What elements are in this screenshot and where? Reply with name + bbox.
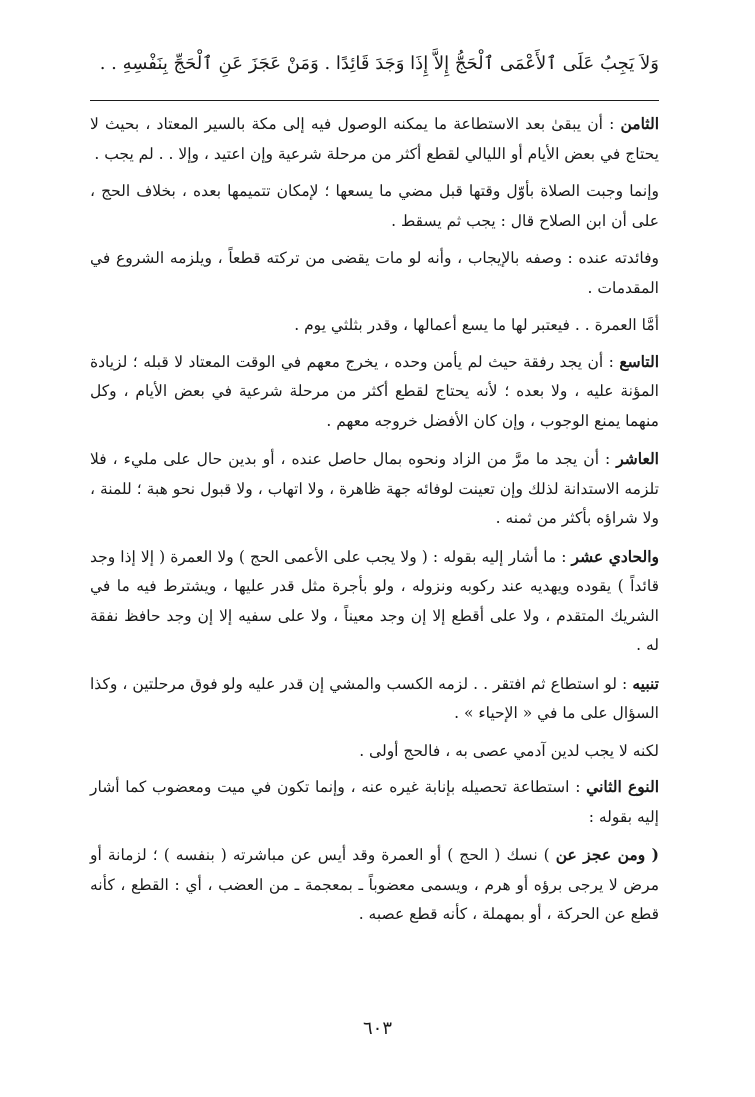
paragraph-2: وإنما وجبت الصلاة بأوّل وقتها قبل مضي ما يسعها ؛ لإمكان تتميمها بعده ، بخلاف الحج ، على أن ابن الصلاح قال : يجب ثم يسقط . xyxy=(90,182,659,230)
page-number: ٦٠٣ xyxy=(362,1018,392,1039)
paragraph-7: والحادي عشر : ما أشار إليه بقوله : ( ولا يجب على الأعمى الحج ) ولا العمرة ( إلا إذا وجد قائداً ) يقوده ويهديه عند ركوبه ونزوله ، ولو بأجرة مثل قدر عليها ، ويشترط فيه ما في الشريك المتقدم ، ولا على أقطع إلا إن وجد معيناً ، ولا على سفيه إلا إن وجد حافظ نفقة له . xyxy=(90,546,659,654)
matn-text: وَلاَ يَجِبُ عَلَى ٱلأَعْمَى ٱلْحَجُّ إِلاَّ إِذَا وَجَدَ قَائِدًا . وَمَنْ عَجَزَ عَنِ ٱلْحَجِّ بِنَفْسِهِ . . xyxy=(99,53,659,74)
paragraph-11: ( ومن عجز عن ) نسك ( الحج ) أو العمرة وقد أيس عن مباشرته ( بنفسه ) ؛ لزمانة أو مرض لا يرجى برؤه أو هرم ، ويسمى معضوباً ـ بمعجمة ـ من العضب ، أي : القطع ، كأنه قطع عن الحركة ، أو بمهملة ، كأنه قطع عصبه . xyxy=(90,845,660,923)
paragraph-9: لكنه لا يجب لدين آدمي عصى به ، فالحج أولى . xyxy=(359,741,659,760)
paragraph-3: وفائدته عنده : وصفه بالإيجاب ، وأنه لو مات يقضى من تركته قطعاً ، ويلزمه الشروع في المقدمات . xyxy=(90,249,659,297)
paragraph-10: النوع الثاني : استطاعة تحصيله بإنابة غيره عنه ، وإنما تكون في ميت ومعضوب كما أشار إليه بقوله : xyxy=(90,777,659,826)
commentary-body xyxy=(90,109,659,930)
paragraph-8: تنبيه : لو استطاع ثم افتقر . . لزمه الكسب والمشي إن قدر عليه ولو فوق مرحلتين ، وكذا السؤال على ما في « الإحياء » . xyxy=(90,673,659,722)
paragraph-4: أمَّا العمرة . . فيعتبر لها ما يسع أعمالها ، وقدر بثلثي يوم . xyxy=(294,316,659,334)
paragraph-6: العاشر : أن يجد ما مرَّ من الزاد ونحوه بمال حاصل عنده ، أو بدين حال على مليء ، فلا تلزمه الاستدانة لذلك وإن تعينت لوفائه جهة ظاهرة ، ولا اتهاب ، ولا قبول نحو هبة ؛ للمنة ، ولا شراؤه بأكثر من ثمنه . xyxy=(90,449,659,527)
separator-rule xyxy=(90,100,659,101)
paragraph-5: التاسع : أن يجد رفقة حيث لم يأمن وحده ، يخرج معهم في الوقت المعتاد لا قبله ؛ لزيادة المؤنة عليه ، ولا بعده ؛ لأنه يحتاج لقطع أكثر من مرحلة شرعية في بعض الأيام ، وكل منهما يمنع الوجوب ، وإن كان الأفضل خروجه معهم . xyxy=(90,351,659,430)
paragraph-1: الثامن : أن يبقىٰ بعد الاستطاعة ما يمكنه الوصول فيه إلى مكة بالسير المعتاد ، بحيث لا يحتاج في بعض الأيام أو الليالي لقطع أكثر من مرحلة شرعية وإن اعتيد ، وإلا . . لم يجب . xyxy=(90,114,659,163)
